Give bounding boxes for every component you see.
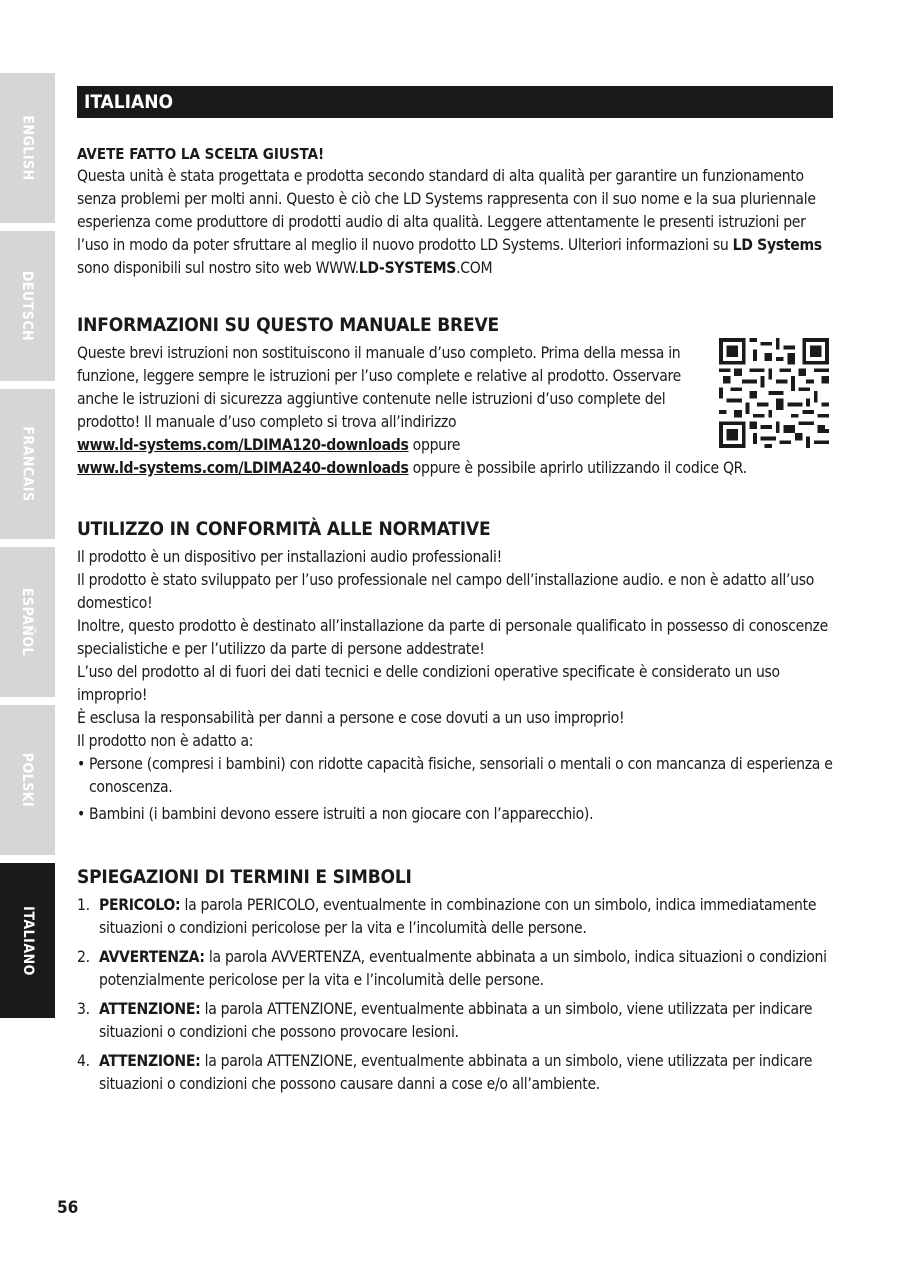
terms-section [77,866,833,1096]
manual-body: Queste brevi istruzioni non sostituiscono il manuale d’uso completo. Prima della messa in funzione, leggere sempre le istruzioni per l’uso complete e relative al prodotto. Osservare anche le istruzioni di sicurezza aggiuntive contenute nelle istruzioni d’uso complete del prodotto! Il manuale d’uso completo si trova all’indirizzo [77,344,681,431]
intro-body-2: sono disponibili sul nostro sito web WWW. [77,259,359,277]
item-keyword: PERICOLO: [99,896,181,914]
tab-francais[interactable] [0,389,55,539]
tab-english[interactable] [0,73,55,223]
tab-label: ENGLISH [19,115,36,181]
item-number: 3. [77,1000,90,1018]
tab-italiano[interactable] [0,863,55,1018]
conformity-paragraph: È esclusa la responsabilità per danni a persone e cose dovuti a un uso improprio! [77,709,625,727]
conformity-paragraph: Il prodotto è un dispositivo per installazioni audio professionali! [77,548,502,566]
manual-text-2 [77,457,833,480]
item-number: 4. [77,1052,90,1070]
intro-heading: AVETE FATTO LA SCELTA GIUSTA! [77,145,325,163]
tab-label: ITALIANO [19,905,36,976]
item-text: la parola ATTENZIONE, eventualmente abbinata a un simbolo, viene utilizzata per indicare situazioni o condizioni che possono causare danni a cose e/o all’ambiente. [99,1052,813,1093]
tab-espanol[interactable] [0,547,55,697]
terms-list [77,894,833,1096]
tab-label: DEUTSCH [19,270,36,342]
brand-name: LD Systems [732,236,822,254]
qr-code-icon[interactable] [719,338,829,448]
list-item [77,946,833,992]
page-number: 56 [57,1198,79,1218]
tab-deutsch[interactable] [0,231,55,381]
list-item: • Bambini (i bambini devono essere istruiti a non giocare con l’apparecchio). [77,803,833,826]
conformity-paragraph: Il prodotto è stato sviluppato per l’uso professionale nel campo dell’installazione audio. e non è adatto all’uso domestico! [77,571,814,612]
conformity-paragraph: L’uso del prodotto al di fuori dei dati tecnici e delle condizioni operative specificate è considerato un uso improprio! [77,663,780,704]
tab-label: FRANCAIS [19,426,36,502]
tab-label: POLSKI [19,752,36,808]
page-content [77,86,833,1102]
conformity-bullet-list [77,753,833,826]
manual-body-end: oppure è possibile aprirlo utilizzando il codice QR. [408,459,747,477]
site-suffix: .COM [456,259,493,277]
item-keyword: ATTENZIONE: [99,1052,201,1070]
manual-heading: INFORMAZIONI SU QUESTO MANUALE BREVE [77,314,500,336]
terms-heading: SPIEGAZIONI DI TERMINI E SIMBOLI [77,866,412,888]
download-link-120[interactable]: www.ld-systems.com/LDIMA120-downloads [77,436,409,454]
item-keyword: AVVERTENZA: [99,948,205,966]
item-text: la parola AVVERTENZA, eventualmente abbinata a un simbolo, indica situazioni o condizioni potenzialmente pericolose per la vita e l’incolumità delle persone. [99,948,827,989]
site-name: LD-SYSTEMS [358,259,457,277]
tab-label: ESPAÑOL [19,587,36,657]
list-item: • Persone (compresi i bambini) con ridotte capacità fisiche, sensoriali o mentali o con mancanza di esperienza e conoscenza. [77,753,833,799]
download-link-240[interactable]: www.ld-systems.com/LDIMA240-downloads [77,459,409,477]
list-item [77,1050,833,1096]
intro-body: Questa unità è stata progettata e prodotta secondo standard di alta qualità per garantire un funzionamento senza problemi per molti anni. Questo è ciò che LD Systems rappresenta con il suo nome e la sua pluriennale esperienza come produttore di prodotti audio di alta qualità. Leggere attentamente le presenti istruzioni per l’uso in modo da poter sfruttare al meglio il nuovo prodotto LD Systems. Ulteriori informazioni su [77,167,816,254]
manual-section [77,314,833,480]
item-text: la parola ATTENZIONE, eventualmente abbinata a un simbolo, viene utilizzata per indicare situazioni o condizioni che possono provocare lesioni. [99,1000,813,1041]
conformity-paragraph: Inoltre, questo prodotto è destinato all’installazione da parte di personale qualificato in possesso di conoscenze specialistiche e per l’utilizzo da parte di persone addestrate! [77,617,828,658]
intro-section [77,145,833,280]
conformity-heading: UTILIZZO IN CONFORMITÀ ALLE NORMATIVE [77,518,491,540]
item-text: la parola PERICOLO, eventualmente in combinazione con un simbolo, indica immediatamente situazioni o condizioni pericolose per la vita e l’incolumità delle persone. [99,896,817,937]
conformity-paragraph: Il prodotto non è adatto a: [77,732,254,750]
list-item [77,998,833,1044]
tab-polski[interactable] [0,705,55,855]
list-item [77,894,833,940]
item-number: 2. [77,948,90,966]
item-keyword: ATTENZIONE: [99,1000,201,1018]
item-number: 1. [77,896,90,914]
manual-or: oppure [408,436,461,454]
intro-text [77,165,833,280]
conformity-section [77,518,833,826]
language-header: ITALIANO [77,86,833,118]
